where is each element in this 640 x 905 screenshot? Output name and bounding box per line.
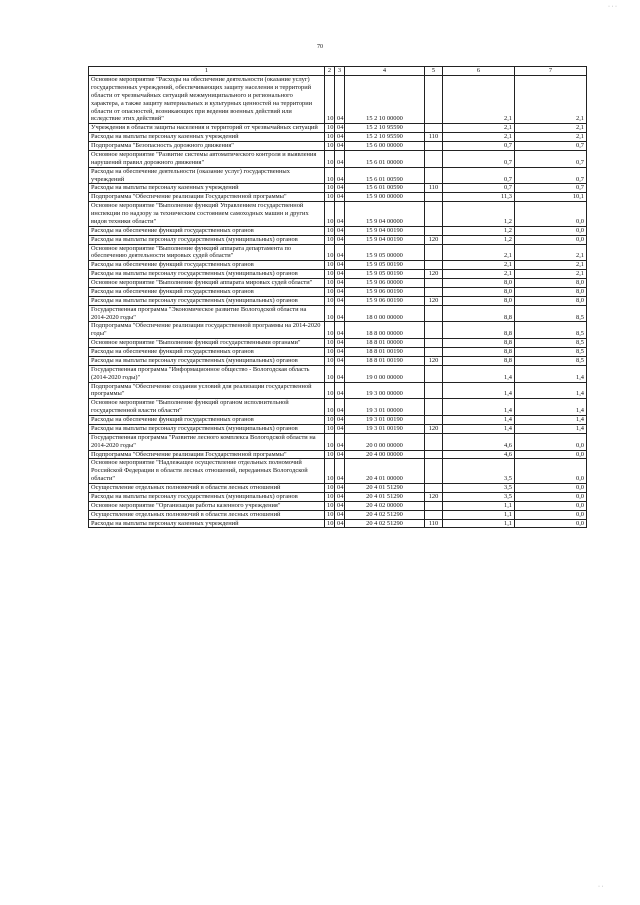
row-target-article: 20 4 01 00000: [345, 459, 425, 484]
row-amount-col6: 2,1: [443, 244, 515, 261]
row-target-article: 18 8 01 00190: [345, 356, 425, 365]
row-subsection-code: 04: [335, 226, 345, 235]
row-name: Расходы на выплаты персоналу государственных (муниципальных) органов: [89, 270, 325, 279]
row-amount-col7: 1,4: [515, 365, 587, 382]
table-row: [89, 133, 587, 142]
row-target-article: 15 2 10 95590: [345, 124, 425, 133]
row-target-article: 18 8 01 00000: [345, 339, 425, 348]
row-amount-col7: 0,0: [515, 492, 587, 501]
row-name: Основное мероприятие "Развитие системы автоматического контроля и выявления нарушений правил дорожного движения": [89, 150, 325, 167]
row-subsection-code: 04: [335, 202, 345, 227]
row-subsection-code: 04: [335, 433, 345, 450]
row-expense-type: [425, 261, 443, 270]
row-expense-type: [425, 416, 443, 425]
row-section-code: 10: [325, 510, 335, 519]
row-expense-type: [425, 382, 443, 399]
row-expense-type: 110: [425, 133, 443, 142]
row-amount-col6: 2,1: [443, 133, 515, 142]
row-expense-type: [425, 124, 443, 133]
table-row: [89, 270, 587, 279]
row-subsection-code: 04: [335, 184, 345, 193]
row-subsection-code: 04: [335, 519, 345, 528]
row-expense-type: 110: [425, 519, 443, 528]
page-number: 70: [317, 44, 323, 50]
row-subsection-code: 04: [335, 382, 345, 399]
table-body: [89, 76, 587, 528]
row-target-article: 19 3 01 00000: [345, 399, 425, 416]
row-section-code: 10: [325, 459, 335, 484]
row-name: Расходы на обеспечение деятельности (оказание услуг) государственных учреждений: [89, 167, 325, 184]
row-section-code: 10: [325, 356, 335, 365]
row-name: Осуществление отдельных полномочий в области лесных отношений: [89, 510, 325, 519]
row-section-code: 10: [325, 322, 335, 339]
row-amount-col6: 1,4: [443, 365, 515, 382]
row-section-code: 10: [325, 382, 335, 399]
row-amount-col7: 0,0: [515, 459, 587, 484]
row-amount-col6: 4,6: [443, 433, 515, 450]
row-subsection-code: 04: [335, 322, 345, 339]
row-section-code: 10: [325, 399, 335, 416]
row-amount-col7: 0,0: [515, 433, 587, 450]
row-amount-col7: 2,1: [515, 133, 587, 142]
row-name: Основное мероприятие "Выполнение функций государственными органами": [89, 339, 325, 348]
row-amount-col6: 1,4: [443, 382, 515, 399]
header-col-6: 6: [443, 67, 515, 76]
row-section-code: 10: [325, 270, 335, 279]
row-name: Расходы на выплаты персоналу казенных учреждений: [89, 133, 325, 142]
row-name: Основное мероприятие "Выполнение функций Управлением государственной инспекции по надзору за техническим состоянием самоходных машин и других видов техники области": [89, 202, 325, 227]
row-expense-type: [425, 322, 443, 339]
row-target-article: 15 6 01 00590: [345, 184, 425, 193]
table-row: [89, 193, 587, 202]
row-subsection-code: 04: [335, 167, 345, 184]
table-row: [89, 202, 587, 227]
row-section-code: 10: [325, 287, 335, 296]
row-target-article: 15 2 10 00000: [345, 76, 425, 124]
row-expense-type: 120: [425, 296, 443, 305]
row-subsection-code: 04: [335, 459, 345, 484]
row-amount-col7: 0,7: [515, 150, 587, 167]
row-target-article: 15 6 01 00590: [345, 167, 425, 184]
row-subsection-code: 04: [335, 305, 345, 322]
row-subsection-code: 04: [335, 450, 345, 459]
row-name: Государственная программа "Экономическое развитие Вологодской области на 2014-2020 годы": [89, 305, 325, 322]
row-name: Основное мероприятие "Организация работы казенного учреждения": [89, 501, 325, 510]
table-row: [89, 501, 587, 510]
table-row: [89, 76, 587, 124]
row-section-code: 10: [325, 244, 335, 261]
row-target-article: 18 8 00 00000: [345, 322, 425, 339]
table-row: [89, 226, 587, 235]
row-section-code: 10: [325, 501, 335, 510]
row-amount-col7: 0,0: [515, 226, 587, 235]
row-expense-type: [425, 459, 443, 484]
row-name: Расходы на выплаты персоналу казенных учреждений: [89, 184, 325, 193]
row-section-code: 10: [325, 235, 335, 244]
row-amount-col6: 0,7: [443, 150, 515, 167]
table-row: [89, 305, 587, 322]
row-name: Расходы на обеспечение функций государственных органов: [89, 261, 325, 270]
row-amount-col6: 0,7: [443, 184, 515, 193]
row-amount-col7: 0,0: [515, 510, 587, 519]
row-expense-type: [425, 76, 443, 124]
row-subsection-code: 04: [335, 296, 345, 305]
row-amount-col7: 1,4: [515, 399, 587, 416]
table-row: [89, 322, 587, 339]
row-subsection-code: 04: [335, 150, 345, 167]
row-expense-type: [425, 484, 443, 493]
row-target-article: 15 9 06 00190: [345, 296, 425, 305]
row-amount-col7: 0,7: [515, 167, 587, 184]
row-amount-col6: 4,6: [443, 450, 515, 459]
row-target-article: 18 0 00 00000: [345, 305, 425, 322]
row-subsection-code: 04: [335, 244, 345, 261]
row-target-article: 19 3 01 00190: [345, 416, 425, 425]
table-row: [89, 519, 587, 528]
row-target-article: 15 9 05 00190: [345, 261, 425, 270]
row-section-code: 10: [325, 305, 335, 322]
row-amount-col6: 1,2: [443, 226, 515, 235]
row-expense-type: [425, 244, 443, 261]
row-target-article: 15 9 06 00000: [345, 279, 425, 288]
row-name: Основное мероприятие "Расходы на обеспечение деятельности (оказание услуг) государственных учреждений, обеспечивающих защиту населения и территорий области от чрезвычайных ситуаций межмуниципального и регионального характера, а также защиту материальных и культурных ценностей на территории области от опасностей, возникающих при ведении военных действий или вследствие этих действий": [89, 76, 325, 124]
row-name: Расходы на выплаты персоналу государственных (муниципальных) органов: [89, 235, 325, 244]
table-row: [89, 296, 587, 305]
row-name: Расходы на обеспечение функций государственных органов: [89, 226, 325, 235]
row-amount-col6: 1,4: [443, 399, 515, 416]
row-expense-type: 120: [425, 356, 443, 365]
row-subsection-code: 04: [335, 270, 345, 279]
row-subsection-code: 04: [335, 76, 345, 124]
row-subsection-code: 04: [335, 365, 345, 382]
row-name: Осуществление отдельных полномочий в области лесных отношений: [89, 484, 325, 493]
row-amount-col6: 8,0: [443, 296, 515, 305]
row-target-article: 15 9 05 00000: [345, 244, 425, 261]
row-subsection-code: 04: [335, 235, 345, 244]
table-row: [89, 450, 587, 459]
row-section-code: 10: [325, 348, 335, 357]
row-subsection-code: 04: [335, 348, 345, 357]
row-expense-type: [425, 450, 443, 459]
row-name: Подпрограмма "Обеспечение реализации государственной программы на 2014-2020 годы": [89, 322, 325, 339]
row-name: Подпрограмма "Безопасность дорожного движения": [89, 142, 325, 151]
row-amount-col7: 10,1: [515, 193, 587, 202]
row-amount-col7: 0,0: [515, 519, 587, 528]
row-expense-type: [425, 365, 443, 382]
row-expense-type: [425, 150, 443, 167]
row-name: Основное мероприятие "Выполнение функций аппарата департамента по обеспечению деятельности мировых судей области": [89, 244, 325, 261]
row-name: Основное мероприятие "Выполнение функций органом исполнительной государственной власти области": [89, 399, 325, 416]
table-row: [89, 124, 587, 133]
table-row: [89, 459, 587, 484]
row-section-code: 10: [325, 450, 335, 459]
table-row: [89, 510, 587, 519]
row-target-article: 15 9 04 00190: [345, 235, 425, 244]
row-amount-col7: 0,7: [515, 184, 587, 193]
table-row: [89, 382, 587, 399]
row-name: Основное мероприятие "Выполнение функций аппарата мировых судей области": [89, 279, 325, 288]
row-subsection-code: 04: [335, 356, 345, 365]
row-amount-col7: 8,0: [515, 279, 587, 288]
row-amount-col7: 0,0: [515, 450, 587, 459]
row-expense-type: [425, 193, 443, 202]
row-name: Расходы на выплаты персоналу государственных (муниципальных) органов: [89, 424, 325, 433]
row-amount-col7: 0,0: [515, 202, 587, 227]
row-name: Расходы на выплаты персоналу государственных (муниципальных) органов: [89, 296, 325, 305]
row-subsection-code: 04: [335, 399, 345, 416]
row-amount-col7: 0,0: [515, 235, 587, 244]
row-subsection-code: 04: [335, 124, 345, 133]
row-section-code: 10: [325, 226, 335, 235]
row-expense-type: 120: [425, 492, 443, 501]
row-section-code: 10: [325, 261, 335, 270]
row-name: Государственная программа "Развитие лесного комплекса Вологодской области на 2014-2020 годы": [89, 433, 325, 450]
row-expense-type: [425, 287, 443, 296]
row-amount-col7: 1,4: [515, 382, 587, 399]
row-target-article: 19 0 00 00000: [345, 365, 425, 382]
row-subsection-code: 04: [335, 501, 345, 510]
row-expense-type: 120: [425, 270, 443, 279]
row-section-code: 10: [325, 519, 335, 528]
row-amount-col7: 2,1: [515, 124, 587, 133]
scan-mark-top: · · ·: [608, 4, 617, 10]
row-target-article: 15 9 06 00190: [345, 287, 425, 296]
row-subsection-code: 04: [335, 287, 345, 296]
row-amount-col7: 8,0: [515, 287, 587, 296]
row-section-code: 10: [325, 279, 335, 288]
row-amount-col7: 8,5: [515, 305, 587, 322]
row-target-article: 15 9 05 00190: [345, 270, 425, 279]
row-amount-col6: 8,8: [443, 322, 515, 339]
row-name: Подпрограмма "Обеспечение реализации Государственной программы": [89, 193, 325, 202]
row-expense-type: [425, 202, 443, 227]
row-expense-type: [425, 501, 443, 510]
row-amount-col6: 2,1: [443, 76, 515, 124]
row-section-code: 10: [325, 365, 335, 382]
table-row: [89, 142, 587, 151]
row-amount-col6: 8,8: [443, 348, 515, 357]
table-row: [89, 348, 587, 357]
row-amount-col7: 2,1: [515, 270, 587, 279]
row-target-article: 20 4 01 51290: [345, 484, 425, 493]
table-row: [89, 184, 587, 193]
row-amount-col6: 2,1: [443, 124, 515, 133]
scan-mark-bottom: · ·: [598, 884, 604, 890]
table-row: [89, 261, 587, 270]
budget-table: [88, 66, 587, 528]
table-row: [89, 492, 587, 501]
row-amount-col6: 1,2: [443, 235, 515, 244]
row-name: Учреждения в области защиты населения и территорий от чрезвычайных ситуаций: [89, 124, 325, 133]
table-header: [89, 67, 587, 76]
row-amount-col6: 8,8: [443, 339, 515, 348]
row-expense-type: [425, 433, 443, 450]
row-amount-col7: 2,1: [515, 76, 587, 124]
row-target-article: 20 4 01 51290: [345, 492, 425, 501]
row-target-article: 20 4 00 00000: [345, 450, 425, 459]
table-row: [89, 416, 587, 425]
row-amount-col6: 0,7: [443, 142, 515, 151]
row-section-code: 10: [325, 492, 335, 501]
row-amount-col7: 0,0: [515, 501, 587, 510]
table-row: [89, 356, 587, 365]
row-amount-col7: 8,5: [515, 348, 587, 357]
row-target-article: 18 8 01 00190: [345, 348, 425, 357]
table-row: [89, 235, 587, 244]
row-name: Государственная программа "Информационное общество - Вологодская область (2014-2020 годы)": [89, 365, 325, 382]
row-subsection-code: 04: [335, 193, 345, 202]
row-name: Основное мероприятие "Надлежащее осуществление отдельных полномочий Российской Федерации в области лесных отношений, переданных Вологодской области": [89, 459, 325, 484]
row-name: Расходы на выплаты персоналу государственных (муниципальных) органов: [89, 356, 325, 365]
row-section-code: 10: [325, 484, 335, 493]
header-col-1: 1: [89, 67, 325, 76]
row-subsection-code: 04: [335, 416, 345, 425]
row-section-code: 10: [325, 424, 335, 433]
row-section-code: 10: [325, 193, 335, 202]
row-expense-type: [425, 279, 443, 288]
row-target-article: 15 2 10 95590: [345, 133, 425, 142]
row-section-code: 10: [325, 416, 335, 425]
row-subsection-code: 04: [335, 261, 345, 270]
row-subsection-code: 04: [335, 279, 345, 288]
table-row: [89, 287, 587, 296]
row-target-article: 20 4 02 51290: [345, 510, 425, 519]
row-amount-col6: 3,5: [443, 484, 515, 493]
row-expense-type: [425, 167, 443, 184]
budget-table-container: [88, 66, 586, 528]
row-target-article: 20 4 02 00000: [345, 501, 425, 510]
row-target-article: 15 9 04 00190: [345, 226, 425, 235]
row-section-code: 10: [325, 184, 335, 193]
row-name: Подпрограмма "Обеспечение создания условий для реализации государственной программы": [89, 382, 325, 399]
row-name: Расходы на выплаты персоналу государственных (муниципальных) органов: [89, 492, 325, 501]
row-target-article: 15 9 00 00000: [345, 193, 425, 202]
row-amount-col6: 0,7: [443, 167, 515, 184]
row-amount-col7: 8,5: [515, 339, 587, 348]
row-expense-type: 110: [425, 184, 443, 193]
header-col-7: 7: [515, 67, 587, 76]
row-target-article: 15 6 00 00000: [345, 142, 425, 151]
header-col-2: 2: [325, 67, 335, 76]
row-subsection-code: 04: [335, 510, 345, 519]
header-col-5: 5: [425, 67, 443, 76]
row-section-code: 10: [325, 433, 335, 450]
row-name: Расходы на выплаты персоналу казенных учреждений: [89, 519, 325, 528]
row-expense-type: [425, 339, 443, 348]
header-row: [89, 67, 587, 76]
row-name: Расходы на обеспечение функций государственных органов: [89, 416, 325, 425]
row-subsection-code: 04: [335, 424, 345, 433]
row-expense-type: [425, 305, 443, 322]
row-section-code: 10: [325, 150, 335, 167]
row-amount-col6: 1,4: [443, 416, 515, 425]
row-expense-type: [425, 510, 443, 519]
row-expense-type: [425, 142, 443, 151]
table-row: [89, 279, 587, 288]
header-col-4: 4: [345, 67, 425, 76]
row-amount-col6: 1,1: [443, 519, 515, 528]
row-subsection-code: 04: [335, 339, 345, 348]
row-section-code: 10: [325, 124, 335, 133]
row-expense-type: [425, 226, 443, 235]
row-expense-type: [425, 348, 443, 357]
row-amount-col6: 1,1: [443, 510, 515, 519]
row-amount-col6: 1,1: [443, 501, 515, 510]
table-row: [89, 244, 587, 261]
row-amount-col7: 2,1: [515, 244, 587, 261]
row-name: Расходы на обеспечение функций государственных органов: [89, 348, 325, 357]
row-section-code: 10: [325, 133, 335, 142]
row-amount-col6: 2,1: [443, 261, 515, 270]
header-col-3: 3: [335, 67, 345, 76]
row-section-code: 10: [325, 296, 335, 305]
row-amount-col6: 8,0: [443, 287, 515, 296]
row-amount-col7: 8,5: [515, 356, 587, 365]
row-section-code: 10: [325, 142, 335, 151]
row-section-code: 10: [325, 202, 335, 227]
row-target-article: 20 4 02 51290: [345, 519, 425, 528]
row-section-code: 10: [325, 76, 335, 124]
row-subsection-code: 04: [335, 484, 345, 493]
row-amount-col6: 3,5: [443, 459, 515, 484]
table-row: [89, 150, 587, 167]
row-amount-col6: 3,5: [443, 492, 515, 501]
table-row: [89, 424, 587, 433]
row-amount-col6: 8,8: [443, 356, 515, 365]
row-target-article: 15 9 04 00000: [345, 202, 425, 227]
row-amount-col7: 8,5: [515, 322, 587, 339]
row-target-article: 19 3 00 00000: [345, 382, 425, 399]
table-row: [89, 399, 587, 416]
row-amount-col7: 0,0: [515, 484, 587, 493]
table-row: [89, 433, 587, 450]
row-target-article: 20 0 00 00000: [345, 433, 425, 450]
row-amount-col7: 8,0: [515, 296, 587, 305]
row-section-code: 10: [325, 167, 335, 184]
row-subsection-code: 04: [335, 142, 345, 151]
row-target-article: 15 6 01 00000: [345, 150, 425, 167]
row-expense-type: 120: [425, 424, 443, 433]
row-amount-col6: 2,1: [443, 270, 515, 279]
row-amount-col7: 2,1: [515, 261, 587, 270]
row-amount-col6: 8,0: [443, 279, 515, 288]
table-row: [89, 365, 587, 382]
row-amount-col7: 0,7: [515, 142, 587, 151]
table-row: [89, 339, 587, 348]
row-expense-type: 120: [425, 235, 443, 244]
row-amount-col7: 1,4: [515, 424, 587, 433]
row-name: Расходы на обеспечение функций государственных органов: [89, 287, 325, 296]
row-subsection-code: 04: [335, 133, 345, 142]
row-name: Подпрограмма "Обеспечение реализации Государственной программы": [89, 450, 325, 459]
row-amount-col6: 8,8: [443, 305, 515, 322]
row-amount-col6: 1,2: [443, 202, 515, 227]
row-amount-col7: 1,4: [515, 416, 587, 425]
table-row: [89, 167, 587, 184]
row-expense-type: [425, 399, 443, 416]
table-row: [89, 484, 587, 493]
row-amount-col6: 1,4: [443, 424, 515, 433]
row-amount-col6: 11,3: [443, 193, 515, 202]
row-section-code: 10: [325, 339, 335, 348]
row-subsection-code: 04: [335, 492, 345, 501]
row-target-article: 19 3 01 00190: [345, 424, 425, 433]
